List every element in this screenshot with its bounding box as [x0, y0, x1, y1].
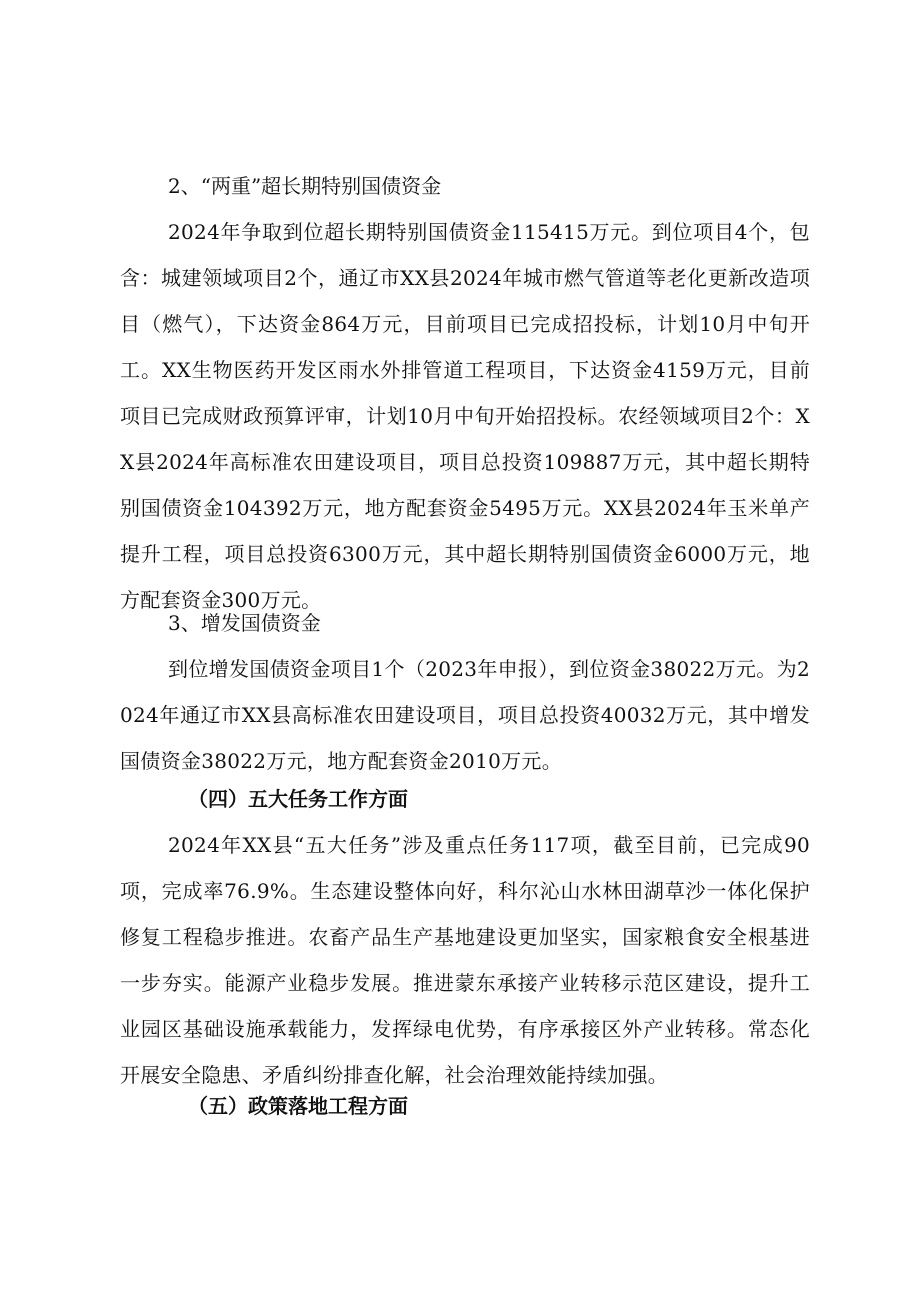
- paragraph-ultra-long-bonds: 2024年争取到位超长期特别国债资金115415万元。到位项目4个，包含：城建领域项目2个，通辽市XX县2024年城市燃气管道等老化更新改造项目（燃气），下达资金864万元，目前项目已完成招投标，计划10月中旬开工。XX生物医药开发区雨水外排管道工程项目，下达资金4159万元，目前项目已完成财政预算评审，计划10月中旬开始招投标。农经领域项目2个：XX县2024年高标准农田建设项目，项目总投资109887万元，其中超长期特别国债资金104392万元，地方配套资金5495万元。XX县2024年玉米单产提升工程，项目总投资6300万元，其中超长期特别国债资金6000万元，地方配套资金300万元。: [120, 220, 810, 612]
- section-heading-ultra-long-bonds: 2、“两重”超长期特别国债资金: [168, 174, 442, 198]
- section-heading-additional-bonds: 3、增发国债资金: [168, 611, 321, 635]
- section-heading-five-tasks: （四）五大任务工作方面: [188, 787, 408, 811]
- paragraph-additional-bonds: 到位增发国债资金项目1个（2023年申报），到位资金38022万元。为2024年通辽市XX县高标准农田建设项目，项目总投资40032万元，其中增发国债资金38022万元，地方配套资金2010万元。: [120, 657, 810, 773]
- paragraph-five-tasks: 2024年XX县“五大任务”涉及重点任务117项，截至目前，已完成90项，完成率76.9%。生态建设整体向好，科尔沁山水林田湖草沙一体化保护修复工程稳步推进。农畜产品生产基地建设更加坚实，国家粮食安全根基进一步夯实。能源产业稳步发展。推进蒙东承接产业转移示范区建设，提升工业园区基础设施承载能力，发挥绿电优势，有序承接区外产业转移。常态化开展安全隐患、矛盾纠纷排查化解，社会治理效能持续加强。: [120, 833, 810, 1087]
- section-heading-policy-implementation: （五）政策落地工程方面: [188, 1094, 408, 1118]
